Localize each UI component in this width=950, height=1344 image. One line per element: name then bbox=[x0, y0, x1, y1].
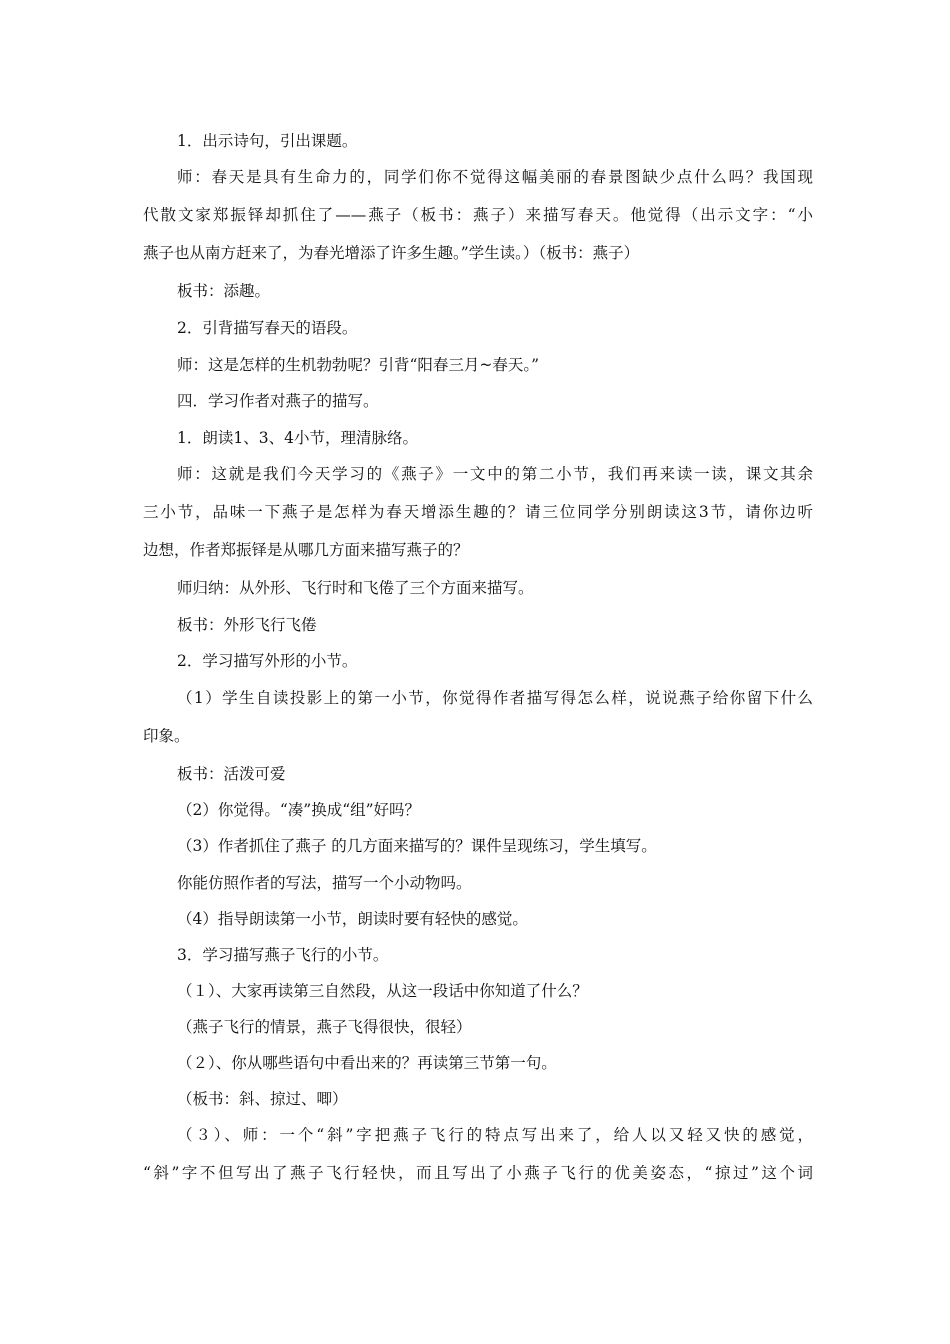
text-line: 印象。 bbox=[143, 727, 190, 745]
text-line: 代散文家郑振铎却抓住了——燕子（板书：燕子）来描写春天。他觉得（出示文字：“小 bbox=[143, 206, 813, 224]
text-line: 你能仿照作者的写法，描写一个小动物吗。 bbox=[177, 874, 472, 892]
text-line: 板书：活泼可爱 bbox=[177, 765, 286, 783]
text-line: 2．学习描写外形的小节。 bbox=[177, 652, 358, 670]
text-line: 燕子也从南方赶来了，为春光增添了许多生趣。”学生读。）（板书：燕子） bbox=[143, 244, 640, 262]
text-line: 三小节，品味一下燕子是怎样为春天增添生趣的？请三位同学分别朗读这3节，请你边听 bbox=[143, 503, 813, 521]
text-line: 边想，作者郑振铎是从哪几方面来描写燕子的？ bbox=[143, 541, 469, 559]
text-line: （１）、大家再读第三自然段，从这一段话中你知道了什么？ bbox=[177, 982, 588, 1000]
text-line: 1．出示诗句，引出课题。 bbox=[177, 132, 358, 150]
text-line: （２）、你从哪些语句中看出来的？再读第三节第一句。 bbox=[177, 1054, 557, 1072]
text-line: 师：这就是我们今天学习的《燕子》一文中的第二小节，我们再来读一读，课文其余 bbox=[177, 465, 813, 483]
text-line: 师：春天是具有生命力的，同学们你不觉得这幅美丽的春景图缺少点什么吗？我国现 bbox=[177, 168, 813, 186]
text-line: 3．学习描写燕子飞行的小节。 bbox=[177, 946, 389, 964]
text-line: （燕子飞行的情景，燕子飞得很快，很轻） bbox=[177, 1018, 472, 1036]
section-heading: 四．学习作者对燕子的描写。 bbox=[177, 392, 379, 410]
text-line: 师：这是怎样的生机勃勃呢？引背“阳春三月~春天。” bbox=[177, 356, 540, 374]
text-line: （4）指导朗读第一小节，朗读时要有轻快的感觉。 bbox=[177, 910, 528, 928]
text-line: 师归纳：从外形、飞行时和飞倦了三个方面来描写。 bbox=[177, 579, 534, 597]
text-line: 板书：外形飞行飞倦 bbox=[177, 616, 317, 634]
text-line: （３）、师：一个“斜”字把燕子飞行的特点写出来了，给人以又轻又快的感觉， bbox=[177, 1126, 813, 1144]
text-line: （板书：斜、掠过、唧） bbox=[177, 1090, 348, 1108]
text-line: 板书：添趣。 bbox=[177, 282, 271, 300]
text-line: 1．朗读1、3、4小节，理清脉络。 bbox=[177, 429, 418, 447]
text-line: （1）学生自读投影上的第一小节，你觉得作者描写得怎么样，说说燕子给你留下什么 bbox=[177, 689, 813, 707]
text-line: “斜”字不但写出了燕子飞行轻快，而且写出了小燕子飞行的优美姿态，“掠过”这个词 bbox=[143, 1164, 813, 1182]
text-line: 2．引背描写春天的语段。 bbox=[177, 319, 358, 337]
text-line: （3）作者抓住了燕子 的几方面来描写的？课件呈现练习，学生填写。 bbox=[177, 837, 657, 855]
text-line: （2）你觉得。“凑”换成“组”好吗？ bbox=[177, 801, 421, 819]
